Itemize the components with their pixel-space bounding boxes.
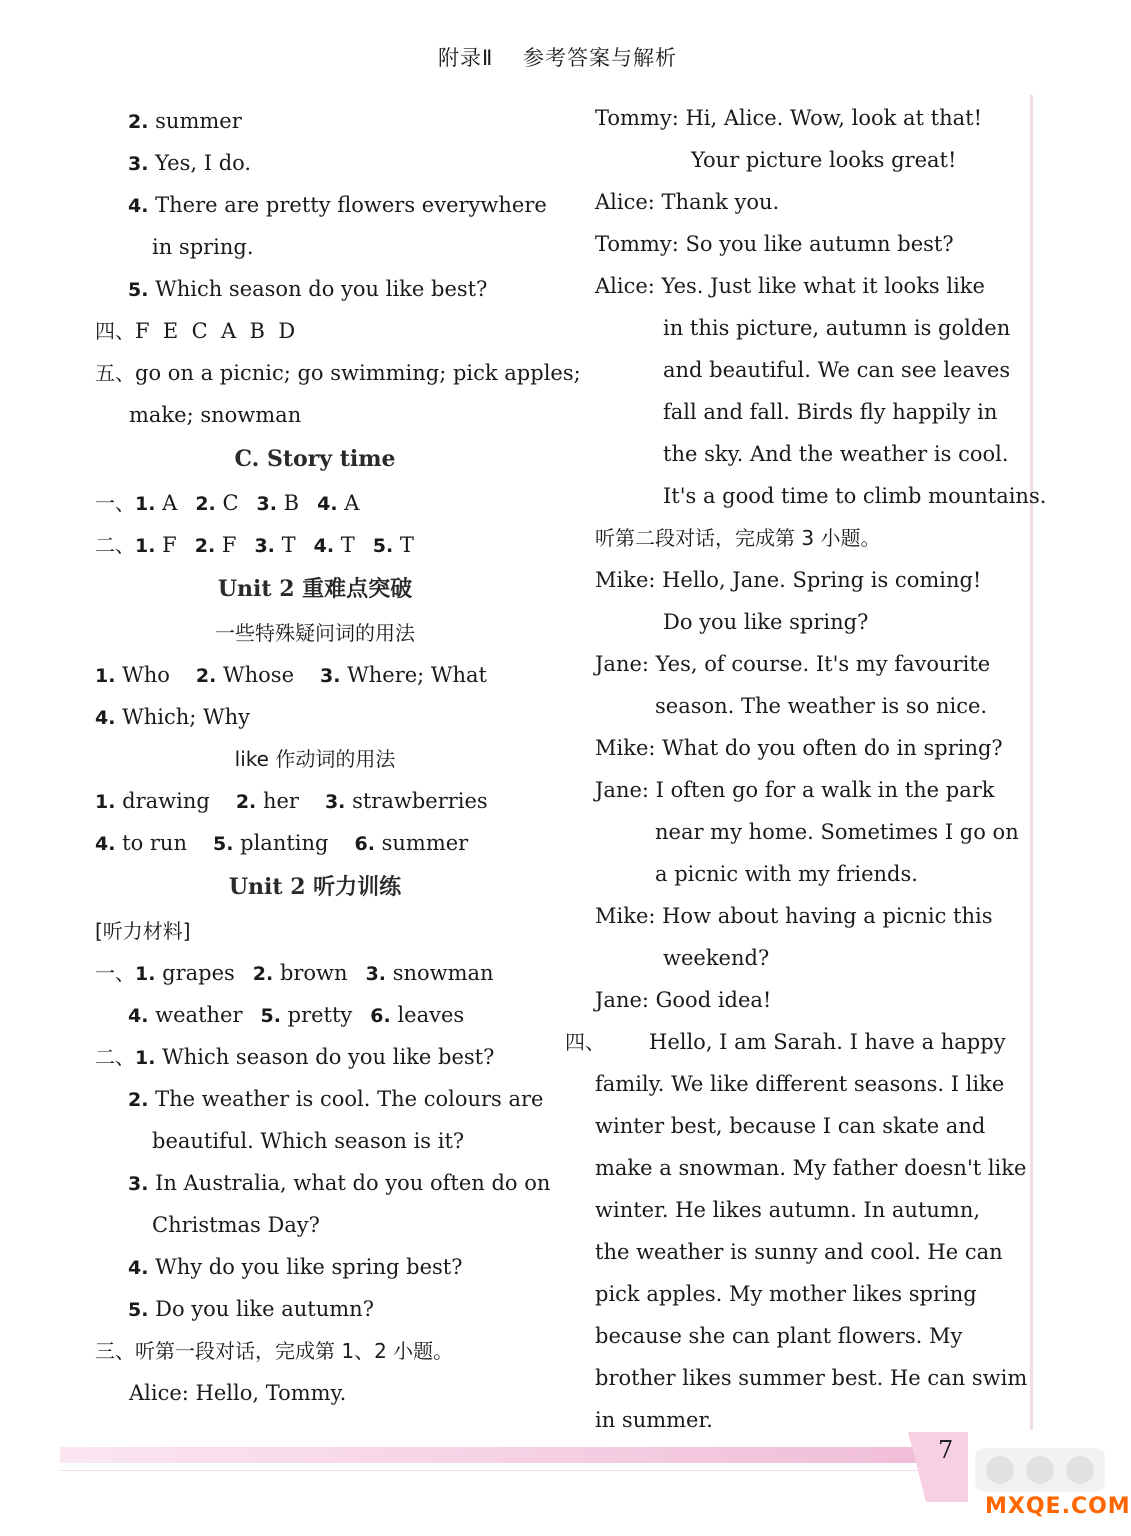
dialogue-line-cont: near my home. Sometimes I go on (655, 820, 1019, 844)
dialogue-instruction: 三、听第一段对话，完成第 1、2 小题。 (95, 1339, 454, 1363)
answer-line: 4. There are pretty flowers everywhere (128, 193, 547, 217)
listening-question: 二、1. Which season do you like best? (95, 1045, 495, 1069)
passage-line: winter best, because I can skate and (595, 1114, 986, 1138)
story-time-title: C. Story time (234, 446, 396, 472)
unit2-key-points-title: Unit 2 重难点突破 (217, 576, 413, 602)
passage-line: because she can plant flowers. My (595, 1324, 963, 1348)
watermark-text: MXQE.COM (985, 1494, 1131, 1519)
passage-start: 四、 Hello, I am Sarah. I have a happy (565, 1030, 1006, 1054)
passage-line: pick apples. My mother likes spring (595, 1282, 977, 1306)
like-usage-answers: 4. to run 5. planting 6. summer (95, 831, 469, 855)
story-answers-1: 一、1. A 2. C 3. B 4. A (95, 491, 360, 515)
dialogue-line: Alice: Thank you. (595, 190, 780, 214)
listening-title: Unit 2 听力训练 (228, 874, 402, 900)
dialogue-line-cont: in this picture, autumn is golden (663, 316, 1011, 340)
passage-line: in summer. (595, 1408, 713, 1432)
dialogue-line: Jane: Good idea! (595, 988, 772, 1012)
dialogue-line-cont: a picnic with my friends. (655, 862, 918, 886)
answer-line: 2. summer (128, 109, 242, 133)
watermark-logo-icon (955, 1442, 1115, 1536)
answer-line-cont: in spring. (152, 235, 254, 259)
question-words-answers: 1. Who 2. Whose 3. Where; What (95, 663, 487, 687)
dialogue-line-cont: Your picture looks great! (691, 148, 957, 172)
answer-line-cont: make; snowman (129, 403, 302, 427)
dialogue-instruction: 听第二段对话，完成第 3 小题。 (595, 526, 881, 550)
passage-line: make a snowman. My father doesn't like (595, 1156, 1027, 1180)
left-column (95, 100, 581, 1414)
dialogue-line-cont: Do you like spring? (663, 610, 869, 634)
passage-line: family. We like different seasons. I like (595, 1072, 1005, 1096)
dialogue-line: Mike: How about having a picnic this (595, 904, 993, 928)
dialogue-line-cont: It's a good time to climb mountains. (663, 484, 1047, 508)
dialogue-line: Alice: Hello, Tommy. (129, 1381, 347, 1405)
passage-line: brother likes summer best. He can swim (595, 1366, 1028, 1390)
dialogue-line: Jane: Yes, of course. It's my favourite (595, 652, 991, 676)
question-words-answers: 4. Which; Why (95, 705, 250, 729)
dialogue-line-cont: fall and fall. Birds fly happily in (663, 400, 998, 424)
like-usage-subtitle: like 作动词的用法 (234, 747, 396, 771)
footer-divider (60, 1470, 940, 1471)
listening-material-label: [听力材料] (95, 919, 191, 943)
listening-question-cont: beautiful. Which season is it? (152, 1129, 465, 1153)
margin-rule (1030, 95, 1033, 1430)
dialogue-line: Tommy: Hi, Alice. Wow, look at that! (595, 106, 983, 130)
passage-line: winter. He likes autumn. In autumn, (595, 1198, 981, 1222)
dialogue-line: Jane: I often go for a walk in the park (595, 778, 995, 802)
page-number: 7 (938, 1436, 954, 1464)
listening-answers: 一、1. grapes 2. brown 3. snowman (95, 961, 494, 985)
listening-question: 2. The weather is cool. The colours are (128, 1087, 544, 1111)
dialogue-line: Mike: Hello, Jane. Spring is coming! (595, 568, 982, 592)
right-column (565, 97, 1047, 1441)
like-usage-answers: 1. drawing 2. her 3. strawberries (95, 789, 488, 813)
page-header (0, 42, 1115, 72)
answer-line: 5. Which season do you like best? (128, 277, 488, 301)
dialogue-line: Tommy: So you like autumn best? (595, 232, 954, 256)
header-title: 参考答案与解析 (523, 46, 678, 70)
answer-line: 3. Yes, I do. (128, 151, 252, 175)
listening-answers: 4. weather 5. pretty 6. leaves (128, 1003, 465, 1027)
listening-question-cont: Christmas Day? (152, 1213, 320, 1237)
listening-question: 5. Do you like autumn? (128, 1297, 374, 1321)
footer-band (60, 1447, 940, 1463)
section-five-answers: 五、go on a picnic; go swimming; pick apples; (95, 361, 581, 385)
special-questions-subtitle: 一些特殊疑问词的用法 (215, 621, 415, 645)
dialogue-line: Mike: What do you often do in spring? (595, 736, 1003, 760)
dialogue-line-cont: the sky. And the weather is cool. (663, 442, 1009, 466)
passage-line: the weather is sunny and cool. He can (595, 1240, 1003, 1264)
appendix-label: 附录Ⅱ (437, 46, 494, 70)
story-answers-2: 二、1. F 2. F 3. T 4. T 5. T (95, 533, 414, 557)
dialogue-line-cont: and beautiful. We can see leaves (663, 358, 1011, 382)
dialogue-line-cont: season. The weather is so nice. (655, 694, 988, 718)
listening-question: 4. Why do you like spring best? (128, 1255, 463, 1279)
dialogue-line: Alice: Yes. Just like what it looks like (595, 274, 985, 298)
section-four-answers: 四、F E C A B D (95, 319, 296, 343)
dialogue-line-cont: weekend? (663, 946, 770, 970)
listening-question: 3. In Australia, what do you often do on (128, 1171, 551, 1195)
